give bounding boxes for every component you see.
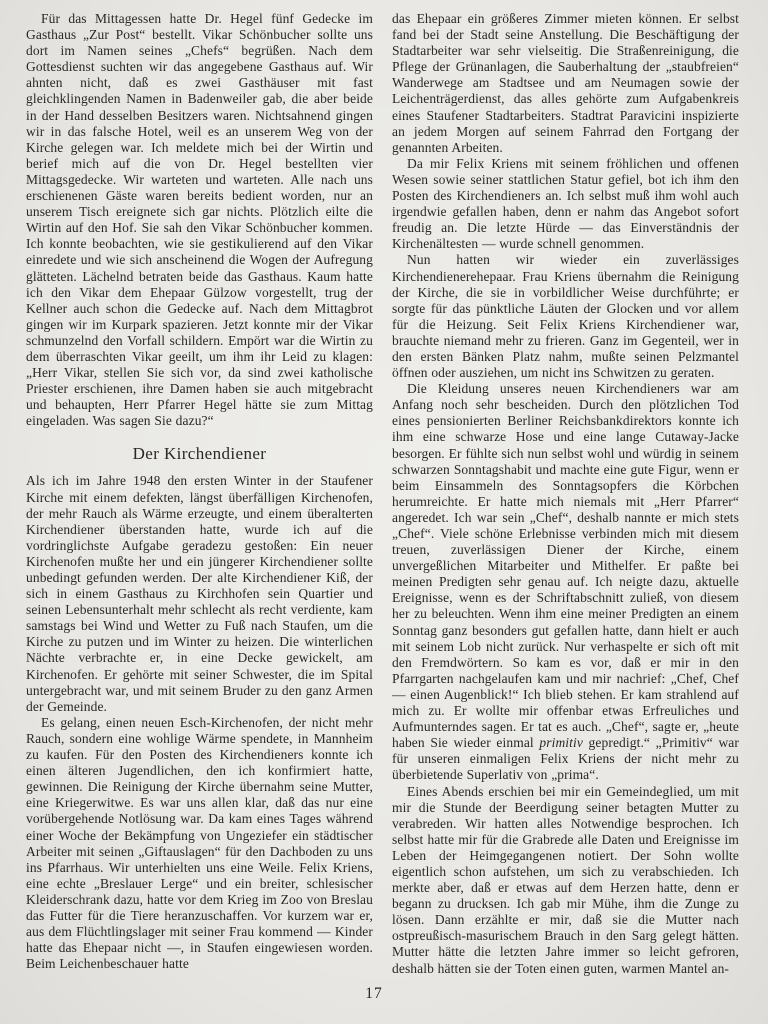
paragraph: das Ehepaar ein größeres Zimmer mieten können. Er selbst fand bei der Stadt seine Anstellung. Die Beschäftigung der Stadtarbeiter war sehr vielseitig. Die Straßenreinigung, die Pflege der Grünanlagen, die Sauberhaltung der „staubfreien“ Wanderwege am Stadtsee und am Neumagen sowie der Leichenträgerdienst, das alles gehörte zum Aufgabenkreis eines Staufener Stadtarbeiters. Stadtrat Paravicini inspizierte an jedem Morgen auf seinem Fahrrad den Fortgang der genannten Arbeiten. xyxy=(392,11,739,155)
paragraph: Nun hatten wir wieder ein zuverlässiges Kirchendienerehepaar. Frau Kriens übernahm die Reinigung der Kirche, die sie in vorbildlicher Weise durchführte; er sorgte für das pünktliche Läuten der Glocken und vor allem für die Heizung. Seit Felix Kriens Kirchendiener war, brauchte niemand mehr zu frieren. Ganz im Gegenteil, wer in den ersten Bänken Platz nahm, mußte seinen Pelzmantel öffnen oder ausziehen, um nicht ins Schwitzen zu geraten. xyxy=(392,252,739,381)
paragraph: Eines Abends erschien bei mir ein Gemeindeglied, um mit mir die Stunde der Beerdigung seiner betagten Mutter zu verabreden. Wir hatten alles Notwendige besprochen. Ich selbst hatte mir für die Grabrede alle Daten und Ereignisse im Leben der Heimgegangenen notiert. Der Sohn wollte eigentlich schon aufstehen, um sich zu verabschieden. Ich merkte aber, daß er etwas auf dem Herzen hatte, denn er begann zu drucksen. Ich gab mir Mühe, ihm die Zunge zu lösen. Dann erzählte er mir, daß sie die Mutter nach ostpreußisch-masurischem Brauch in den Sarg gelegt hätten. Mutter hätte die letzten Jahre immer so leicht gefroren, deshalb hätten sie der Toten einen guten, warmen Mantel an- xyxy=(392,783,739,976)
italic-word: primitiv xyxy=(539,735,583,751)
paragraph: Für das Mittagessen hatte Dr. Hegel fünf Gedecke im Gasthaus „Zur Post“ bestellt. Vikar Schönbucher sollte uns dort im Namen seines „Chefs“ begrüßen. Nach dem Gottesdienst suchten wir das angegebene Gasthaus auf. Wir ahnten nicht, daß es zwei Gasthäuser mit fast gleichklingenden Namen in Badenweiler gab, die aber beide in der Hand desselben Besitzers waren. Nichtsahnend gingen wir in das falsche Hotel, weil es an unserem Weg von der Kirche gelegen war. Ich meldete mich bei der Wirtin und berief mich auf die von Dr. Hegel bestellten vier Mittagsgedecke. Wir warteten und warteten. Alle nach uns erschienenen Gäste waren bereits bedient worden, nur an unserem Tisch ereignete sich gar nichts. Plötzlich eilte die Wirtin auf den Hof. Sie sah den Vikar Schönbucher kommen. Ich konnte beobachten, wie sie gestikulierend auf den Vikar einredete und wie sich anscheinend die Wogen der Aufregung glätteten. Lächelnd betraten beide das Gasthaus. Kaum hatte ich den Vikar dem Ehepaar Gülzow vorgestellt, trug der Kellner auch schon die Gedecke auf. Nach dem Mittagbrot gingen wir im Kurpark spazieren. Jetzt konnte mir der Vikar schmunzelnd den Vorfall schildern. Empört war die Wirtin zu dem überraschten Vikar geeilt, um ihm ihr Leid zu klagen: „Herr Vikar, stellen Sie sich vor, da sind zwei katholische Priester erschienen, ihre Damen haben sie auch mitgebracht und behaupten, Herr Pfarrer Hegel hätte sie zum Mittag eingeladen. Was sagen Sie dazu?“ xyxy=(26,11,373,429)
right-column xyxy=(392,11,739,977)
section-heading: Der Kirchendiener xyxy=(132,444,267,464)
paragraph-text: gepredigt.“ „Primitiv“ war für unseren einmaligen Felix Kriens der nicht mehr zu überbietende Superlativ von „prima“. xyxy=(392,735,739,783)
paragraph xyxy=(392,381,739,783)
paragraph: Es gelang, einen neuen Esch-Kirchenofen, der nicht mehr Rauch, sondern eine wohlige Wärme spendete, in Mannheim zu kaufen. Für den Posten des Kirchendieners konnte ich einen älteren Jugendlichen, den ich konfirmiert hatte, gewinnen. Die Reinigung der Kirche übernahm seine Mutter, eine Kriegerwitwe. Es war uns allen klar, daß das nur eine vorübergehende Notlösung war. Da kam eines Tages während einer Woche der Bekämpfung von Ungeziefer ein städtischer Arbeiter mit seinen „Giftauslagen“ für den Dachboden zu uns ins Pfarrhaus. Wir unterhielten uns eine Weile. Felix Kriens, eine echte „Breslauer Lerge“ und ein breiter, schlesischer Kleiderschrank dazu, hatte vor dem Krieg im Zoo von Breslau das Futter für die Tiere heranzuschaffen. Vor kurzem war er, aus dem Flüchtlingslager mit seiner Frau kommend — Kinder hatte das Ehepaar nicht —, in Staufen eingewiesen worden. Beim Leichenbeschauer hatte xyxy=(26,714,373,972)
text-columns xyxy=(26,11,739,977)
page-number: 17 xyxy=(365,985,383,1002)
paragraph: Da mir Felix Kriens mit seinem fröhlichen und offenen Wesen sowie seiner stattlichen Statur gefiel, bot ich ihm den Posten des Kirchendieners an. Ich selbst muß ihm wohl auch irgendwie gefallen haben, denn er nahm das Angebot sofort freudig an. Die letzte Hürde — das Einverständnis der Kirchenältesten — wurde schnell genommen. xyxy=(392,155,739,252)
paragraph-text: Die Kleidung unseres neuen Kirchendieners war am Anfang noch sehr bescheiden. Durch den plötzlichen Tod eines pensionierten Berliner Reichsbankdirektors konnte ich ihm eine schwarze Hose und eine lange Cutaway-Jacke besorgen. Er fühlte sich nun selbst wohl und würdig in seinem schwarzen Sonntagshabit und machte eine gute Figur, wenn er beim Einsammeln des Sonntagsopfers die Körbchen herumreichte. Er hatte mich niemals mit „Herr Pfarrer“ angeredet. Ich war sein „Chef“, deshalb nannte er mich stets „Chef“. Viele schöne Erlebnisse verbinden mich mit diesem treuen, zuverlässigen Diener der Kirche, einem unvergeßlichen Mitarbeiter und Mithelfer. Er paßte bei meinen Predigten sehr genau auf. Ich neigte dazu, aktuelle Ereignisse, wenn es der Schriftabschnitt zuließ, von diesem her zu beleuchten. Wenn ihm eine meiner Predigten an einem Sonntag ganz besonders gut gefallen hatte, dann hielt er auch mit seinem Lob nicht zurück. Nur verhaspelte er sich oft mit den Fremdwörtern. So kam es vor, daß er mir in den Pfarrgarten nachgelaufen kam und mir nachrief: „Chef, Chef — einen Augenblick!“ Ich blieb stehen. Er kam strahlend auf mich zu. Er wollte mir offenbar etwas Erfreuliches und Aufmunterndes sagen. Er tat es auch. „Chef“, sagte er, „heute haben Sie wieder einmal xyxy=(392,381,739,751)
left-column xyxy=(26,11,373,977)
paragraph: Als ich im Jahre 1948 den ersten Winter in der Staufener Kirche mit einem defekten, längst überfälligen Kirchenofen, der mehr Rauch als Wärme erzeugte, und einem überalterten Kirchendiener überstanden hatte, wurde ich auf die vordringlichste Aufgabe geradezu gestoßen: Ein neuer Kirchenofen mußte her und ein jüngerer Kirchendiener sollte unbedingt gefunden werden. Der alte Kirchendiener Kiß, der sich in einem Gasthaus zu Kirchhofen sein Quartier und seinen Lebensunterhalt mehr schlecht als recht verdiente, kam samstags bei Wind und Wetter zu Fuß nach Staufen, um die Kirche zu putzen und im Winter zu heizen. Die winterlichen Nächte verbrachte er, in eine Decke gewickelt, am Kirchenofen. Er gehörte mit seiner Schwester, die im Spital untergebracht war, und mit seinem Bruder zu den ganz Armen der Gemeinde. xyxy=(26,473,373,714)
